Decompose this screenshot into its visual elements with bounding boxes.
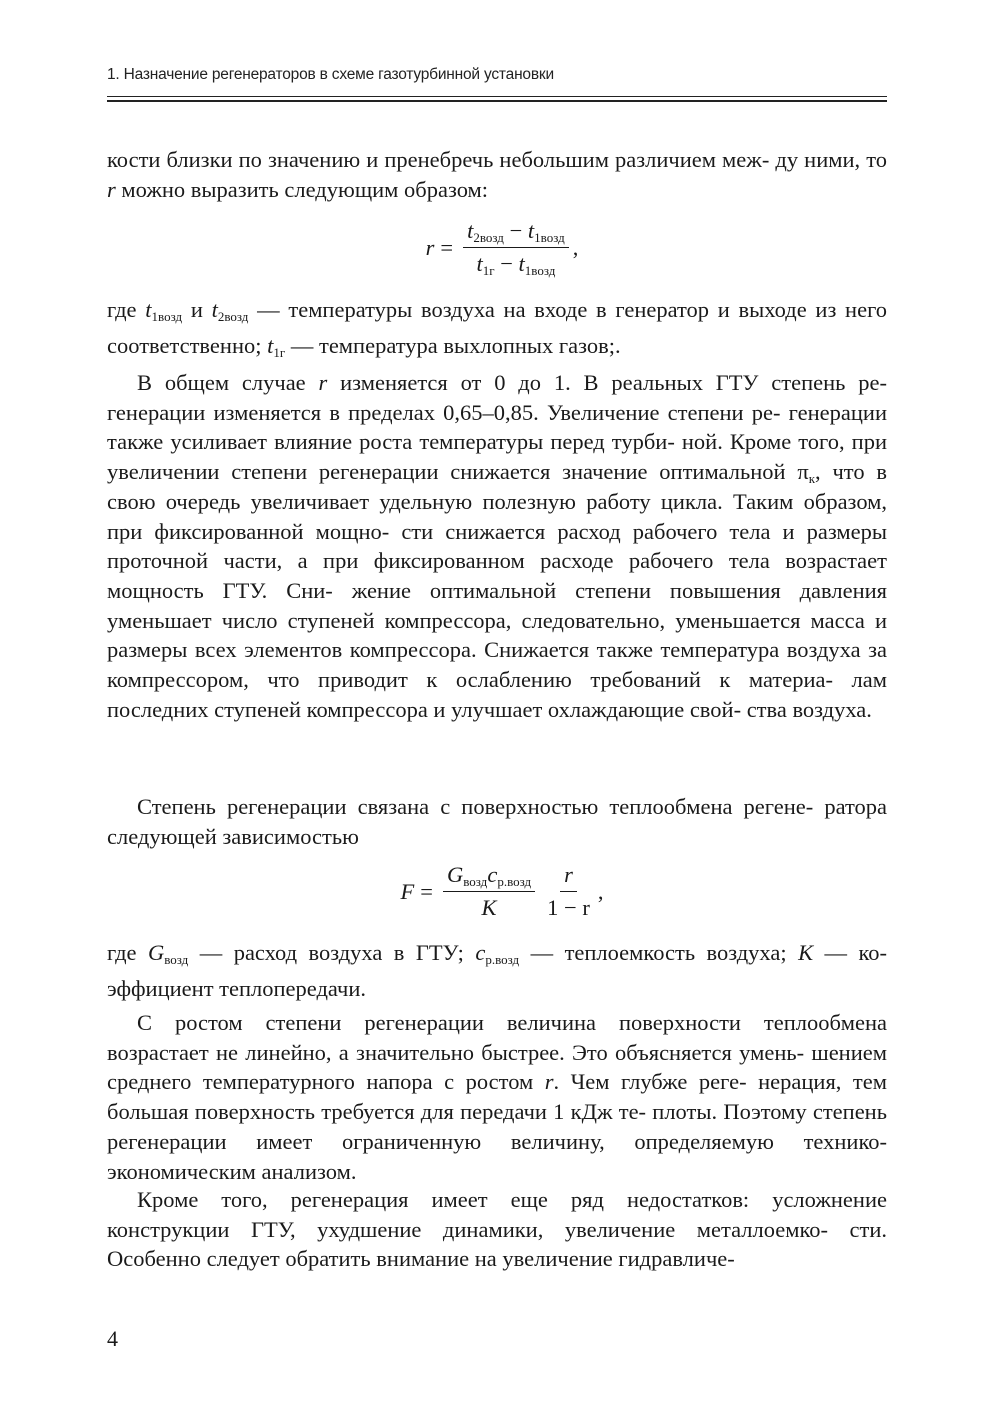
- paragraph-2: где $t_{1возд}$ и $t_{2возд}$ — температуры воздуха на входе в генератор и выходе из него соответственно; $t_{1г}$ — температура выхлопных газов;.: [107, 297, 887, 360]
- paragraph-7: Кроме того, регенерация имеет еще ряд недостатков: усложнение конструкции ГТУ, ухудшение динамики, увеличение металлоемко- сти. Особенно следует обратить внимание на увеличение гидравличе-: [107, 1187, 887, 1272]
- paragraph-6: С ростом степени регенерации величина поверхности теплообмена возрастает не линейно, а значительно быстрее. Это объясняется умень- шением среднего температурного напора с ростом r. Чем глубже реге- нерация, тем большая поверхность требуется для передачи 1 кДж те- плоты. Поэтому степень регенерации имеет ограниченную величину, определяемую технико-экономическим анализом.: [107, 1010, 887, 1184]
- fraction: $\frac{r}{1 - r}$: [547, 862, 590, 920]
- paragraph-5: где $G_{возд}$ — расход воздуха в ГТУ; $c_{р.возд}$ — теплоемкость воздуха; K — ко- эффициент теплопередачи.: [107, 940, 887, 1001]
- var-r: r: [107, 176, 116, 202]
- paragraph-4: Степень регенерации связана с поверхностью теплообмена регене- ратора следующей зависимостью: [107, 794, 887, 849]
- running-head: 1. Назначение регенераторов в схеме газотурбинной установки: [107, 66, 554, 83]
- fraction: $\frac{t_{2возд} - t_{1возд}}{t_{1г} - t_{1возд}}$: [463, 218, 569, 277]
- paragraph-1: кости близки по значению и пренебречь небольшим различием меж- ду ними, то r можно выразить следующим образом:: [107, 147, 887, 202]
- formula-regeneration-degree: r = $\frac{t_{2возд} - t_{1возд}}{t_{1г} - t_{1возд}}$ ,: [425, 218, 579, 278]
- page-number: 4: [107, 1326, 118, 1351]
- paragraph-3: В общем случае r изменяется от 0 до 1. В реальных ГТУ степень ре- генерации изменяется в пределах 0,65–0,85. Увеличение степени ре- генерации также усиливает влияние роста температуры перед турби- ной. Кроме того, при увеличении степени регенерации снижается значение оптимальной $\pi_к$, что в свою очередь увеличивает удельную полезную работу цикла. Таким образом, при фиксированной мощно- сти снижается расход рабочего тела и размеры проточной части, а при фиксированном расходе рабочего тела возрастает мощность ГТУ. Сни- жение оптимальной степени повышения давления уменьшает число ступеней компрессора, следовательно, уменьшается масса и размеры всех элементов компрессора. Снижается также температура воздуха за компрессором, что приводит к ослаблению требований к материа- лам последних ступеней компрессора и улучшает охлаждающие свой- ства воздуха.: [107, 370, 887, 722]
- fraction: $\frac{G_{возд}c_{р.возд}}{K}$: [443, 862, 535, 921]
- header-rule-thin: [107, 96, 887, 97]
- formula-heat-exchange-surface: F = $\frac{G_{возд}c_{р.возд}}{K}$ $\frac{r}{1 - r}$ ,: [400, 862, 604, 920]
- header-rule-thick: [107, 100, 887, 102]
